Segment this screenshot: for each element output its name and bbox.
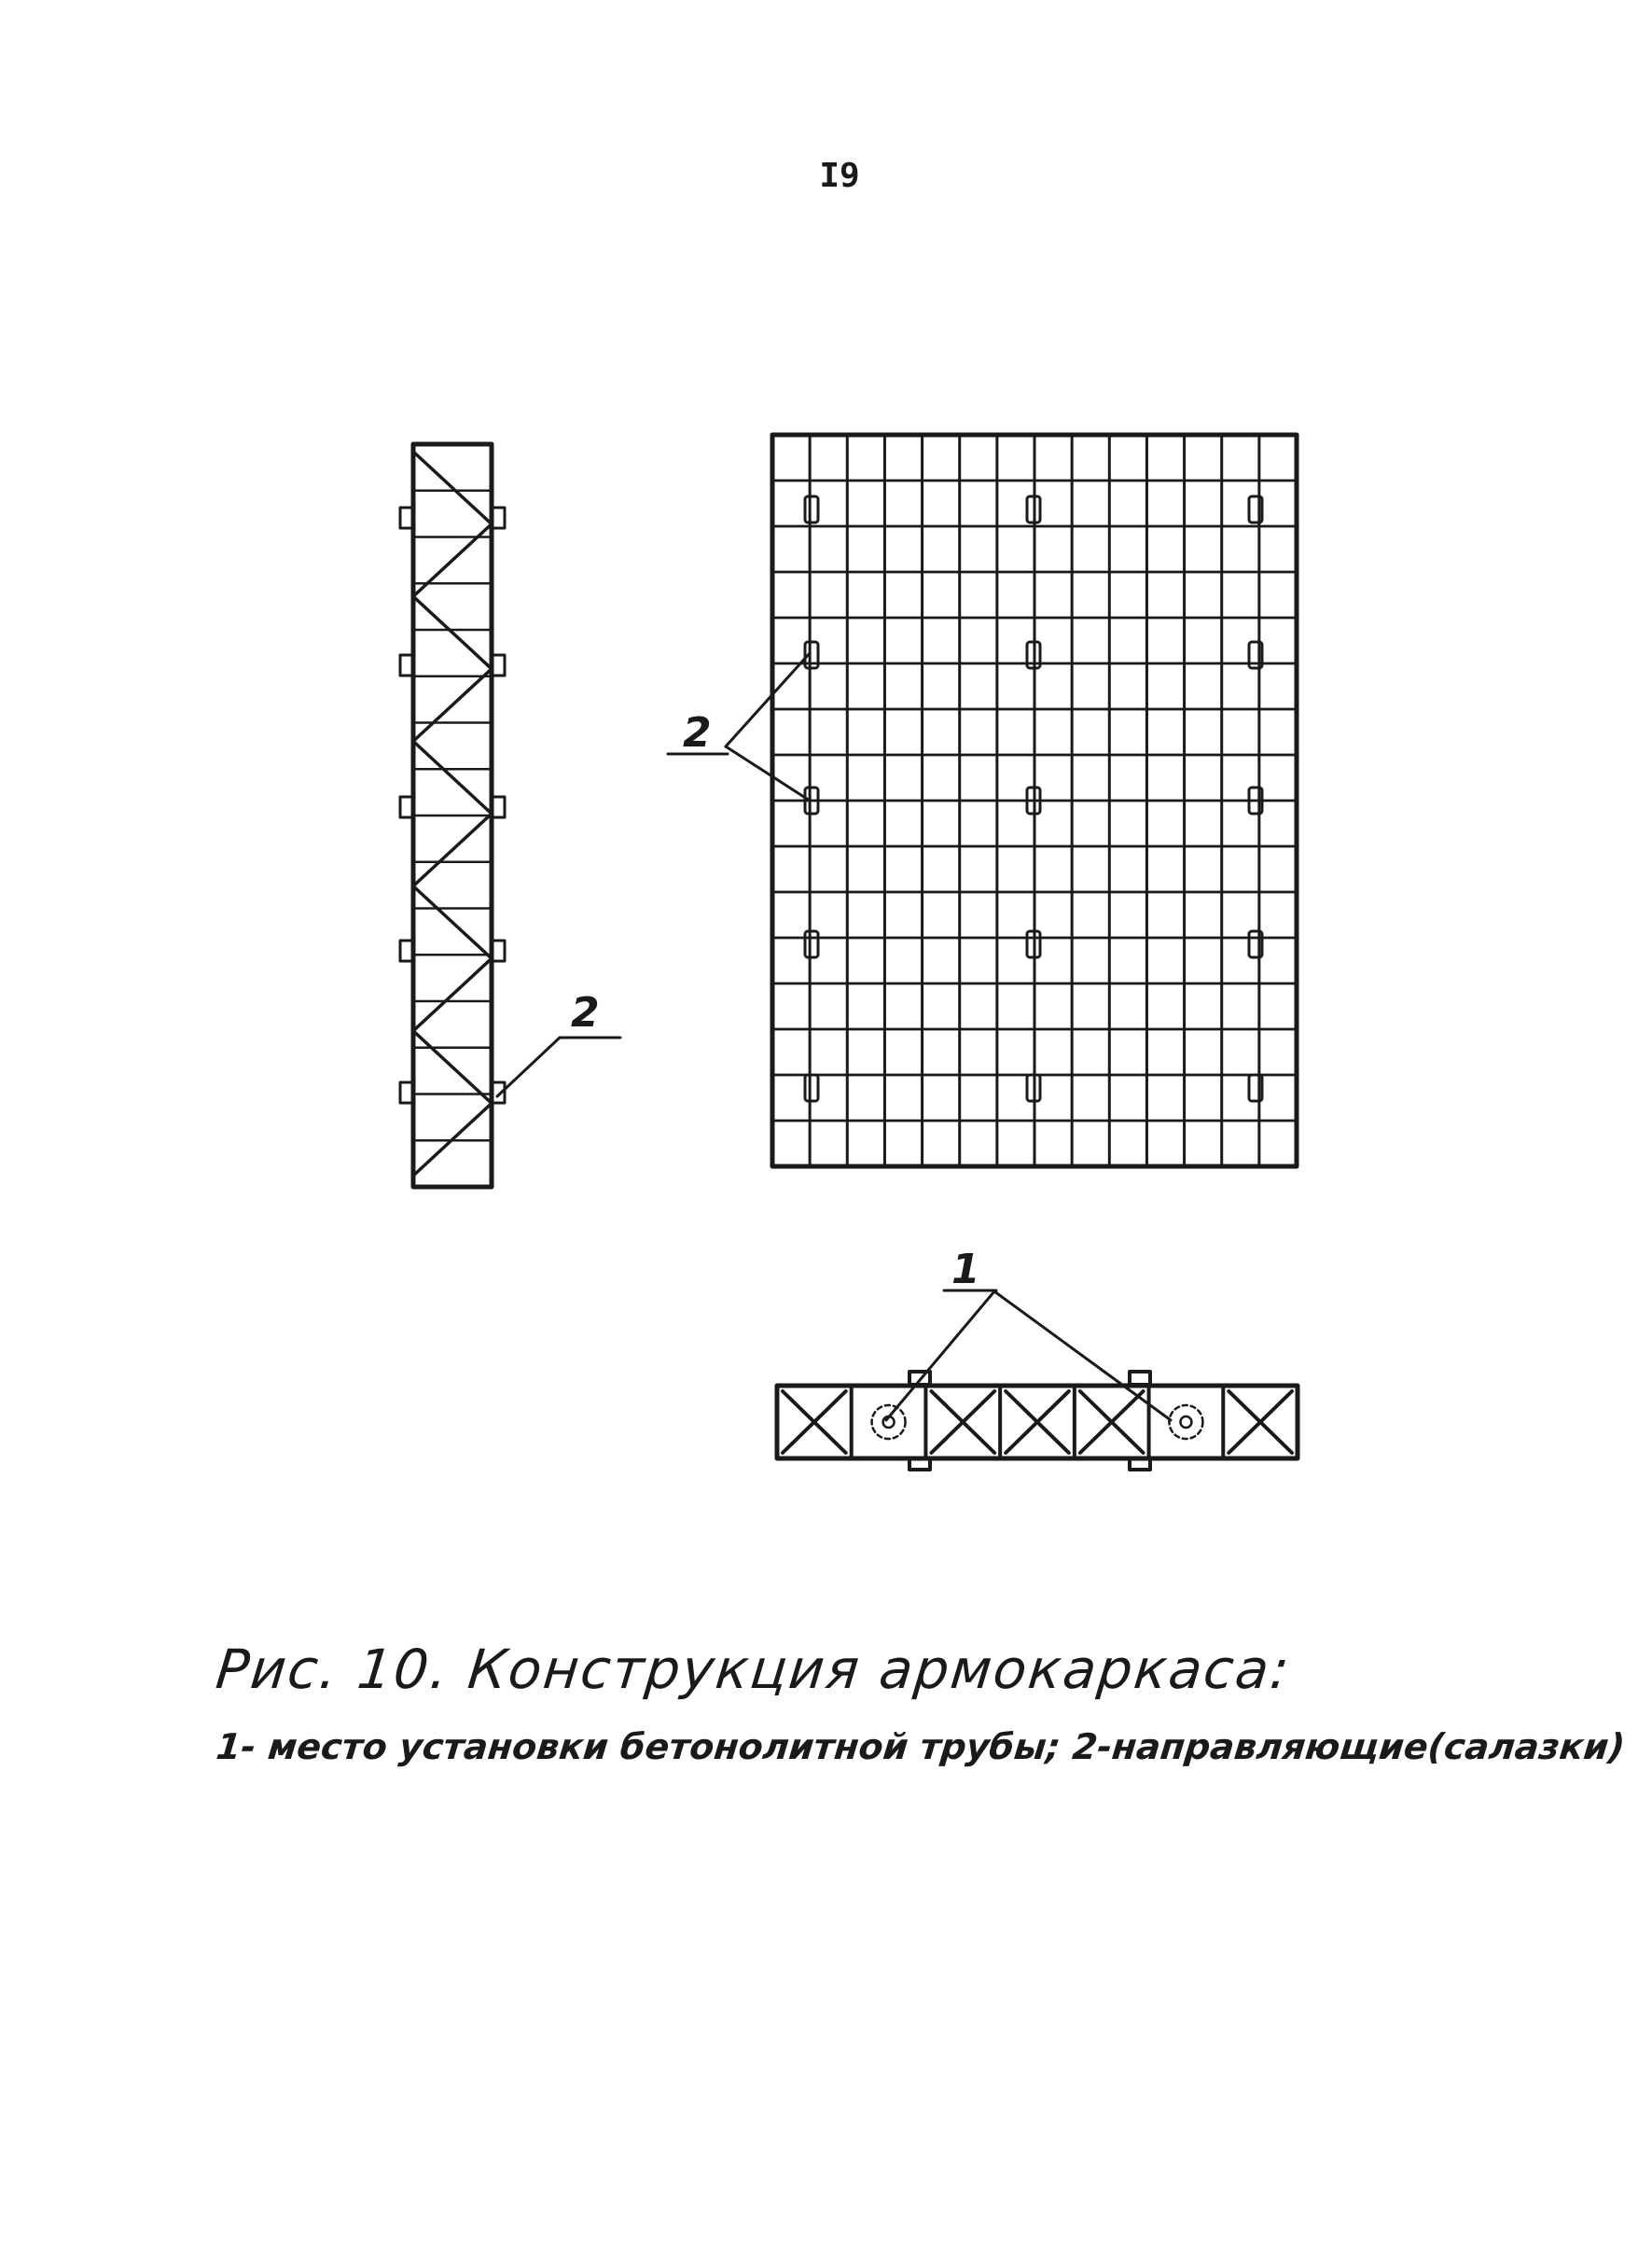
- plan-guide-top-right: [1130, 1372, 1150, 1385]
- side-view-diagonals: [413, 452, 492, 1176]
- figure-caption-legend: 1- место установки бетонолитной трубы; 2-направляющие(салазки): [214, 1726, 1628, 1767]
- side-diagonal: [413, 886, 492, 959]
- pipe-place-label: 1: [951, 1246, 980, 1293]
- mesh-guide: [805, 931, 818, 957]
- plan-label-leader-right: [994, 1291, 1171, 1420]
- side-diagonal: [413, 958, 492, 1031]
- figure-caption-title: Рис. 10. Конструкция армокаркаса:: [213, 1638, 1295, 1701]
- side-diagonal: [413, 741, 492, 814]
- pipe-place-circle: [1169, 1405, 1202, 1439]
- plan-view-cells: [783, 1386, 1292, 1458]
- mesh-guide: [805, 1075, 818, 1101]
- side-guide-label: 2: [571, 989, 600, 1037]
- plan-guide-bottom-left: [909, 1458, 930, 1470]
- mesh-guide: [805, 496, 818, 523]
- side-diagonal: [413, 452, 492, 524]
- side-diagonal: [413, 669, 492, 742]
- pipe-place-circle: [872, 1405, 906, 1439]
- side-diagonal: [413, 1031, 492, 1104]
- front-label-leader-upper: [726, 653, 810, 746]
- side-diagonal: [413, 596, 492, 669]
- front-view-mesh: [668, 435, 1297, 1166]
- side-view-truss: [400, 444, 620, 1187]
- side-label-leader: [497, 1038, 560, 1096]
- page-number: I9: [819, 157, 860, 195]
- pipe-place-center: [1180, 1416, 1191, 1428]
- side-diagonal: [413, 524, 492, 597]
- front-guide-label: 2: [683, 709, 712, 757]
- side-diagonal: [413, 814, 492, 886]
- plan-guide-bottom-right: [1130, 1458, 1150, 1470]
- plan-view: [777, 1246, 1298, 1470]
